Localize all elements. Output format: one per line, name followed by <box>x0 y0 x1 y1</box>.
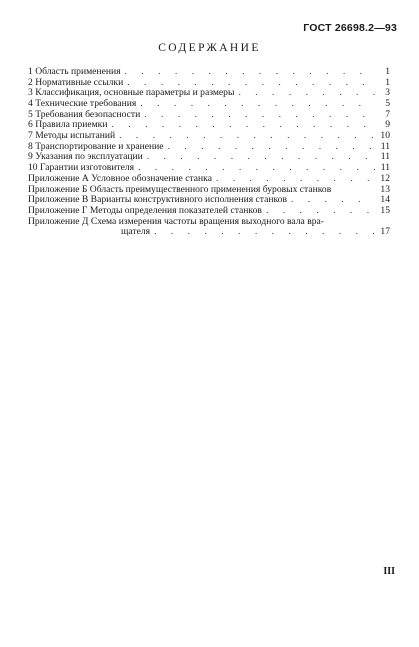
dot-leader <box>238 88 375 99</box>
toc-entry-page: 15 <box>380 204 390 216</box>
toc-entry-appendix-d-continuation[interactable] <box>28 227 390 238</box>
dot-leader <box>291 195 375 206</box>
toc-entry-page: 10 <box>380 130 390 142</box>
dot-leader <box>140 99 375 110</box>
dot-leader <box>216 174 375 185</box>
toc-entry-3[interactable] <box>28 88 390 99</box>
toc-entry-appendix-a[interactable] <box>28 174 390 185</box>
toc-entry-label: 1 Область применения <box>28 66 121 77</box>
toc-entry-label: 3 Классификация, основные параметры и размеры <box>28 88 235 99</box>
dot-leader <box>144 110 375 121</box>
toc-entry-label: Приложение А Условное обозначение станка <box>28 173 212 184</box>
toc-entry-appendix-b[interactable] <box>28 185 390 196</box>
toc-entry-2[interactable] <box>28 78 390 89</box>
toc-entry-label: 2 Нормативные ссылки <box>28 77 124 88</box>
toc-title: СОДЕРЖАНИЕ <box>158 42 261 54</box>
toc-entry-appendix-g[interactable] <box>28 206 390 217</box>
toc-entry-page: 5 <box>385 98 390 110</box>
toc-entry-5[interactable] <box>28 110 390 121</box>
toc-entry-page: 11 <box>380 151 390 163</box>
toc-entry-appendix-d[interactable] <box>28 217 390 228</box>
toc-entry-label: 6 Правила приемки <box>28 120 108 131</box>
toc-entry-7[interactable] <box>28 131 390 142</box>
toc-entry-label: Приложение Г Методы определения показателей станков <box>28 205 262 216</box>
toc-entry-page: 7 <box>385 108 390 120</box>
page-number: III <box>383 566 395 577</box>
dot-leader <box>154 227 375 238</box>
toc-entry-page: 17 <box>380 226 390 238</box>
dot-leader <box>127 78 375 89</box>
toc-entry-label: 4 Технические требования <box>28 99 137 110</box>
standard-code: ГОСТ 26698.2—93 <box>303 22 397 34</box>
toc-entry-page: 11 <box>380 162 390 174</box>
dot-leader <box>147 152 375 163</box>
toc-entry-page: 13 <box>380 183 390 195</box>
toc-entry-page: 11 <box>380 140 390 152</box>
toc-entry-6[interactable] <box>28 120 390 131</box>
table-of-contents <box>28 67 390 238</box>
toc-entry-label: Приложение В Варианты конструктивного исполнения станков <box>28 195 287 206</box>
toc-entry-page: 12 <box>380 172 390 184</box>
dot-leader <box>119 131 375 142</box>
dot-leader <box>138 163 375 174</box>
dot-leader <box>266 206 375 217</box>
toc-entry-page: 9 <box>385 119 390 131</box>
toc-entry-appendix-v[interactable] <box>28 195 390 206</box>
toc-entry-label: 7 Методы испытаний <box>28 131 116 142</box>
toc-entry-page: 1 <box>385 76 390 88</box>
toc-entry-label: Приложение Б Область преимущественного применения буровых станков <box>28 184 332 195</box>
dot-leader <box>168 142 375 153</box>
toc-entry-page: 1 <box>385 65 390 77</box>
toc-entry-page: 3 <box>385 87 390 99</box>
toc-entry-page: 14 <box>380 194 390 206</box>
toc-entry-10[interactable] <box>28 163 390 174</box>
toc-entry-label: Приложение Д Схема измерения частоты вращения выходного вала вра- <box>28 216 324 227</box>
dot-leader <box>111 120 375 131</box>
toc-entry-label-continuation: щателя <box>121 227 151 238</box>
toc-entry-label: 5 Требования безопасности <box>28 109 141 120</box>
toc-entry-label: 8 Транспортирование и хранение <box>28 141 164 152</box>
toc-entry-9[interactable] <box>28 153 390 164</box>
toc-entry-4[interactable] <box>28 99 390 110</box>
toc-entry-1[interactable] <box>28 67 390 78</box>
dot-leader <box>125 67 375 78</box>
toc-entry-label: 9 Указания по эксплуатации <box>28 152 143 163</box>
toc-entry-label: 10 Гарантии изготовителя <box>28 163 135 174</box>
toc-entry-8[interactable] <box>28 142 390 153</box>
